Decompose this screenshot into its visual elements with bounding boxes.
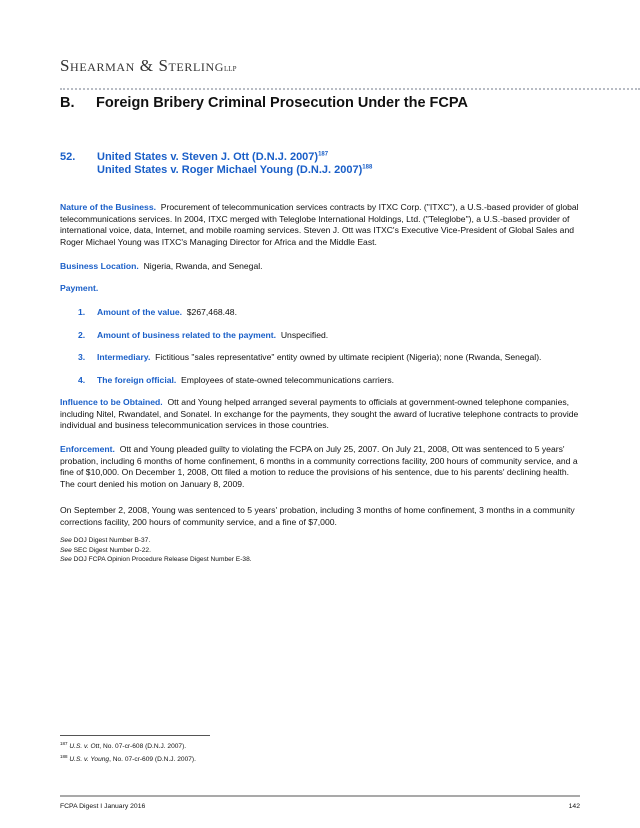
enforcement-paragraph [60, 444, 578, 490]
case-title-2 [97, 164, 372, 176]
footnote-ref-188[interactable]: 188 [362, 164, 373, 171]
enforcement-line: Ott and Young pleaded guilty to violating the FCPA on July 25, 2007. On July 21, 2008, Ott was sentenced to 5 years' [119, 444, 565, 454]
nature-line: international voice, data, Internet, and mobile roaming services. Steven J. Ott was ITXC's Executive Vice-President of Global Sales and [60, 225, 575, 235]
enforcement-line: probation, including 6 months of home confinement, 6 months in a community corrections facility, 200 hours of community service, and a [60, 455, 578, 466]
influence-line: individual and business telecommunication services in those countries. [60, 420, 329, 430]
enforcement-label: Enforcement. [60, 444, 115, 454]
case-title-1 [97, 151, 328, 163]
item-number: 3. [78, 352, 86, 362]
nature-label: Nature of the Business. [60, 202, 156, 212]
firm-logo [60, 56, 236, 76]
see-also-ref: SEC Digest Number D-22. [73, 546, 151, 554]
see-label: See [60, 537, 72, 544]
logo-suffix: LLP [224, 65, 237, 73]
logo-text: Shearman & Sterling [60, 56, 225, 75]
payment-label: Payment. [60, 283, 99, 293]
see-also-ref: DOJ FCPA Opinion Procedure Release Digest Number E-38. [73, 556, 252, 564]
payment-item [78, 375, 394, 387]
footnote-187 [60, 741, 186, 750]
item-label: Amount of business related to the payment. [97, 330, 277, 340]
location-label: Business Location. [60, 261, 139, 271]
payment-item [78, 330, 328, 342]
young-paragraph [60, 505, 575, 528]
young-line: corrections facility, 200 hours of community service, and a fine of $7,000. [60, 516, 337, 527]
page-number: 142 [568, 803, 580, 810]
see-label: See [60, 556, 72, 564]
nature-paragraph [60, 202, 579, 248]
item-number: 2. [78, 330, 86, 340]
footnote-text: , No. 07-cr-608 (D.N.J. 2007). [99, 743, 187, 751]
footnote-188 [60, 754, 196, 763]
enforcement-line: fine of $10,000. On December 1, 2008, Ott filed a motion to reduce the provisions of his sentence, due to his parents' declining health. [60, 467, 569, 477]
footnote-text: , No. 07-cr-609 (D.N.J. 2007). [109, 756, 196, 764]
location-paragraph [60, 261, 263, 273]
see-also-ref: DOJ Digest Number B-37. [73, 537, 151, 544]
influence-line: including Nitel, Rwandatel, and Sonatel. In exchange for the payments, they sought the award of lucrative telephone contracts to provide [60, 408, 579, 419]
footnote-number: 187 [60, 741, 68, 746]
footnote-case: U.S. v. Ott [69, 743, 100, 751]
section-title: Foreign Bribery Criminal Prosecution Under the FCPA [96, 95, 468, 111]
influence-line: Ott and Young helped arranged several payments to officials at government-owned telephone companies, [167, 397, 570, 407]
footnote-case: U.S. v. Young [69, 756, 110, 764]
nature-line: Procurement of telecommunication services contracts by ITXC Corp. ("ITXC"), a U.S.-based provider of global [160, 202, 579, 212]
footnote-divider [60, 735, 210, 736]
case-title-2-text: United States v. Roger Michael Young (D.N.J. 2007) [97, 164, 363, 176]
footnote-ref-187[interactable]: 187 [318, 151, 329, 158]
item-text: Fictitious "sales representative" entity owned by ultimate recipient (Nigeria); none (Rwanda, Senegal). [155, 352, 542, 362]
nature-line: telecommunications services. In 2004, ITXC merged with Teleglobe International Holdings, Ltd. ("Teleglobe"), a U.S.-based provider of [60, 213, 570, 224]
case-number: 52. [60, 151, 76, 163]
enforcement-line: The court denied his motion on January 8, 2009. [60, 478, 245, 489]
item-label: Intermediary. [97, 352, 151, 362]
item-number: 1. [78, 307, 86, 317]
case-title-1-text: United States v. Steven J. Ott (D.N.J. 2007) [97, 151, 319, 163]
section-letter: B. [60, 95, 75, 111]
payment-item [78, 307, 237, 319]
influence-paragraph [60, 397, 578, 432]
young-line: On September 2, 2008, Young was sentenced to 5 years' probation, including 3 months of home confinement, 3 months in a community [60, 505, 575, 515]
footer-divider [60, 795, 580, 797]
item-text: $267,468.48. [186, 307, 237, 317]
location-text: Nigeria, Rwanda, and Senegal. [143, 261, 263, 271]
item-text: Employees of state-owned telecommunications carriers. [181, 375, 395, 385]
header-divider [60, 88, 640, 90]
item-label: The foreign official. [97, 375, 177, 385]
footnote-number: 188 [60, 754, 68, 759]
see-label: See [60, 546, 72, 554]
payment-item [78, 352, 541, 364]
nature-line: Roger Michael Young was ITXC's Managing Director for Africa and the Middle East. [60, 236, 377, 247]
item-number: 4. [78, 375, 86, 385]
item-text: Unspecified. [280, 330, 329, 340]
influence-label: Influence to be Obtained. [60, 397, 163, 407]
item-label: Amount of the value. [97, 307, 182, 317]
footer-title: FCPA Digest I January 2016 [60, 803, 146, 810]
see-also-list [60, 536, 252, 565]
